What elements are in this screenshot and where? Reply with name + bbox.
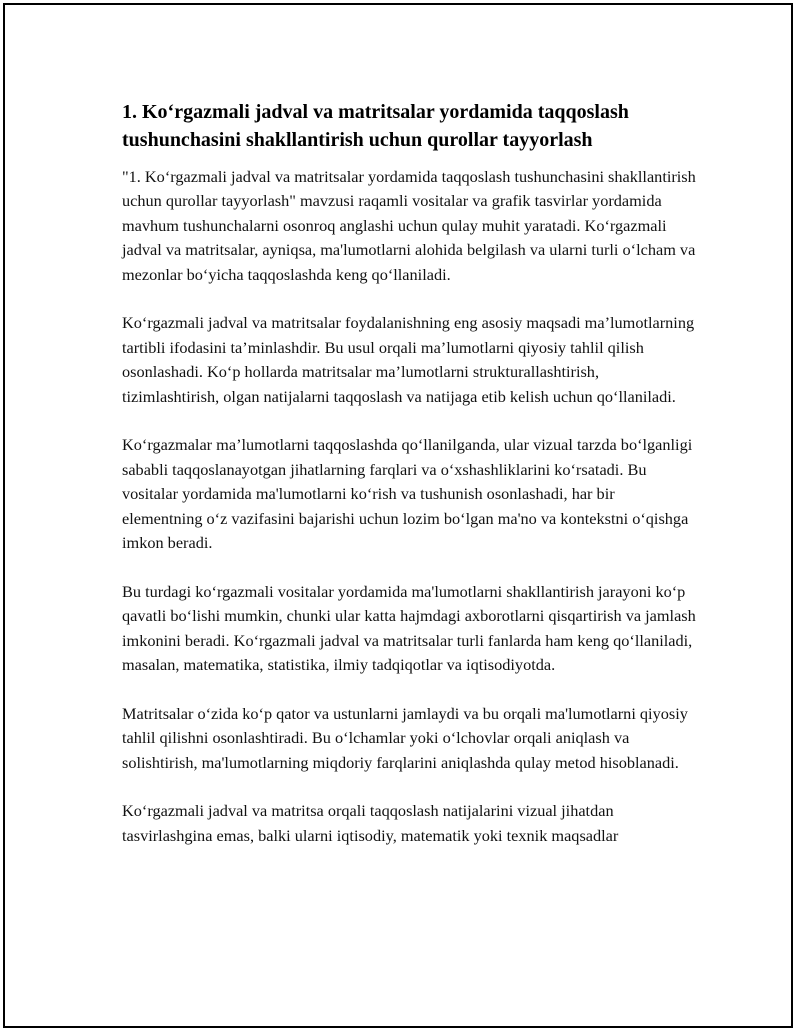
- paragraph-5: Matritsalar o‘zida ko‘p qator va ustunlarni jamlaydi va bu orqali ma'lumotlarni qiyosiy tahlil qilishni osonlashtiradi. Bu o‘lchamlar yoki o‘lchovlar orqali aniqlash va solishtirish, ma'lumotlarning miqdoriy farqlarini aniqlashda qulay metod hisoblanadi.: [122, 703, 688, 772]
- section-heading: 1. Ko‘rgazmali jadval va matritsalar yordamida taqqoslash tushunchasini shakllantirish uchun qurollar tayyorlash: [122, 101, 629, 151]
- document-body: [122, 98, 697, 873]
- paragraph-1: "1. Ko‘rgazmali jadval va matritsalar yordamida taqqoslash tushunchasini shakllantirish uchun qurollar tayyorlash" mavzusi raqamli vositalar va grafik tasvirlar yordamida mavhum tushunchalarni osonroq anglashi uchun qulay muhit yaratadi. Ko‘rgazmali jadval va matritsalar, ayniqsa, ma'lumotlarni alohida belgilash va ularni turli o‘lcham va mezonlar bo‘yicha taqqoslashda keng qo‘llaniladi.: [122, 167, 696, 284]
- paragraph-4: Bu turdagi ko‘rgazmali vositalar yordamida ma'lumotlarni shakllantirish jarayoni ko‘p qavatli bo‘lishi mumkin, chunki ular katta hajmdagi axborotlarni qisqartirish va jamlash imkonini beradi. Ko‘rgazmali jadval va matritsalar turli fanlarda ham keng qo‘llaniladi, masalan, matematika, statistika, ilmiy tadqiqotlar va iqtisodiyotda.: [122, 581, 696, 675]
- paragraph-3: Ko‘rgazmalar ma’lumotlarni taqqoslashda qo‘llanilganda, ular vizual tarzda bo‘lganligi sababli taqqoslanayotgan jihatlarning farqlari va o‘xshashliklarini ko‘rsatadi. Bu vositalar yordamida ma'lumotlarni ko‘rish va tushunish osonlashadi, har bir elementning o‘z vazifasini bajarishi uchun lozim bo‘lgan ma'no va kontekstni o‘qishga imkon beradi.: [122, 435, 693, 553]
- paragraph-6: Ko‘rgazmali jadval va matritsa orqali taqqoslash natijalarini vizual jihatdan tasvirlashgina emas, balki ularni iqtisodiy, matematik yoki texnik maqsadlar: [122, 801, 619, 845]
- paragraph-2: Ko‘rgazmali jadval va matritsalar foydalanishning eng asosiy maqsadi ma’lumotlarning tartibli ifodasini ta’minlashdir. Bu usul orqali ma’lumotlarni qiyosiy tahlil qilish osonlashadi. Ko‘p hollarda matritsalar ma’lumotlarni strukturallashtirish, tizimlashtirish, olgan natijalarni taqqoslash va natijaga etib kelish uchun qo‘llaniladi.: [122, 313, 695, 406]
- page-frame: [3, 3, 793, 1028]
